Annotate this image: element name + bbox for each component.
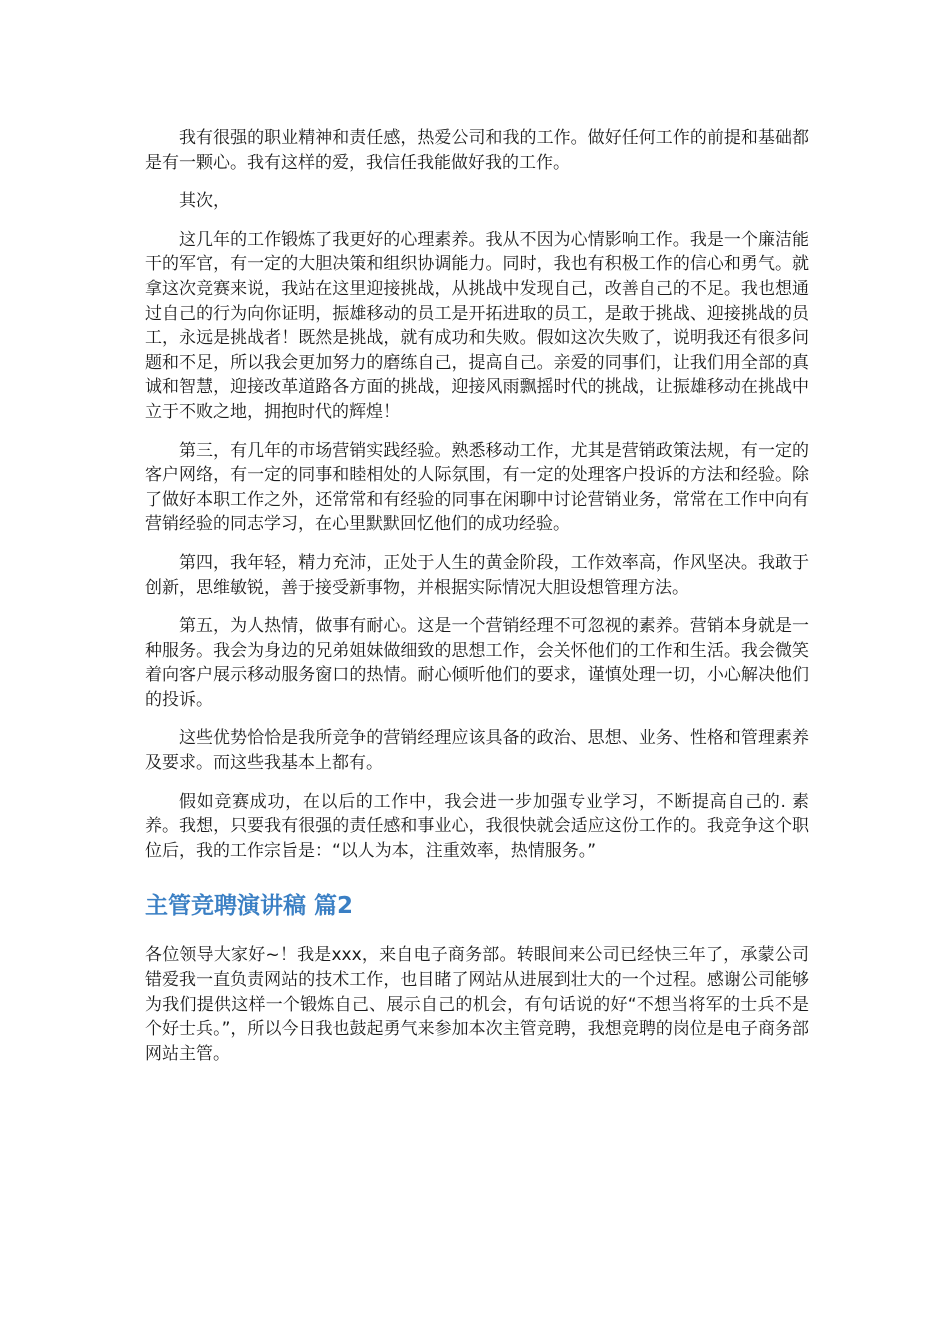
paragraph-mental-quality: 这几年的工作锻炼了我更好的心理素养。我从不因为心情影响工作。我是一个廉洁能干的军官，有一定的大胆决策和组织协调能力。同时，我也有积极工作的信心和勇气。就拿这次竞赛来说，我站在这里迎接挑战，从挑战中发现自己，改善自己的不足。我也想通过自己的行为向你证明，振雄移动的员工是开拓进取的员工，是敢于挑战、迎接挑战的员工，永远是挑战者！既然是挑战，就有成功和失败。假如这次失败了，说明我还有很多问题和不足，所以我会更加努力的磨练自己，提高自己。亲爱的同事们，让我们用全部的真诚和智慧，迎接改革道路各方面的挑战，迎接风雨飘摇时代的挑战，让振雄移动在挑战中立于不败之地，拥抱时代的辉煌！ — [145, 229, 809, 422]
paragraph-greeting-intro: 各位领导大家好~！我是xxx，来自电子商务部。转眼间来公司已经快三年了，承蒙公司错爱我一直负责网站的技术工作，也目睹了网站从进展到壮大的一个过程。感谢公司能够为我们提供这样一个锻炼自己、展示自己的机会，有句话说的好“不想当将军的士兵不是个好士兵。”，所以今日我也鼓起勇气来参加本次主管竞聘，我想竞聘的岗位是电子商务部网站主管。 — [145, 945, 809, 1064]
paragraph-if-successful: 假如竞赛成功，在以后的工作中，我会进一步加强专业学习，不断提高自己的. 素养。我想，只要我有很强的责任感和事业心，我很快就会适应这份工作的。我竞争这个职位后，我的工作宗旨是：“以人为本，注重效率，热情服务。” — [145, 791, 809, 861]
document-page — [145, 126, 809, 1080]
paragraph-advantages-summary: 这些优势恰恰是我所竞争的营销经理应该具备的政治、思想、业务、性格和管理素养及要求。而这些我基本上都有。 — [145, 728, 809, 774]
section-heading: 主管竞聘演讲稿 篇2 — [145, 893, 354, 920]
paragraph-secondly: 其次， — [179, 191, 230, 212]
paragraph-third-marketing-experience: 第三，有几年的市场营销实践经验。熟悉移动工作，尤其是营销政策法规，有一定的客户网络，有一定的同事和睦相处的人际氛围，有一定的处理客户投诉的方法和经验。除了做好本职工作之外，还常常和有经验的同事在闲聊中讨论营销业务，常常在工作中向有营销经验的同志学习，在心里默默回忆他们的成功经验。 — [145, 440, 809, 535]
paragraph-love-of-work: 我有很强的职业精神和责任感，热爱公司和我的工作。做好任何工作的前提和基础都是有一颗心。我有这样的爱，我信任我能做好我的工作。 — [145, 128, 809, 173]
paragraph-fourth-young-energetic: 第四，我年轻，精力充沛，正处于人生的黄金阶段，工作效率高，作风坚决。我敢于创新，思维敏锐，善于接受新事物，并根据实际情况大胆设想管理方法。 — [145, 552, 809, 598]
paragraph-fifth-enthusiasm: 第五，为人热情，做事有耐心。这是一个营销经理不可忽视的素养。营销本身就是一种服务。我会为身边的兄弟姐妹做细致的思想工作，会关怀他们的工作和生活。我会微笑着向客户展示移动服务窗口的热情。耐心倾听他们的要求，谨慎处理一切，小心解决他们的投诉。 — [145, 616, 809, 710]
